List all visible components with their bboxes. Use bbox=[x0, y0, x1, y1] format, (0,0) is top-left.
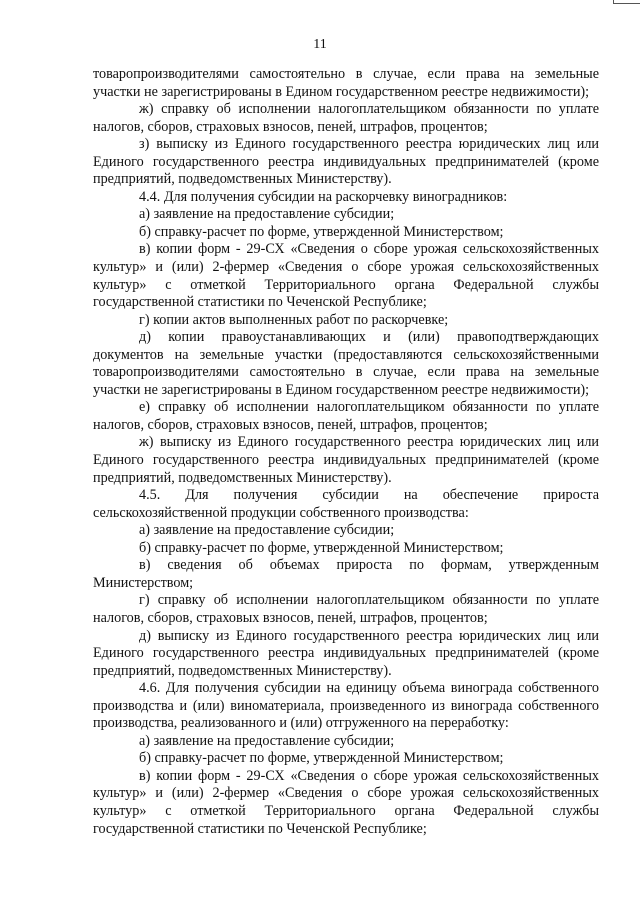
paragraph: в) копии форм - 29-СХ «Сведения о сборе урожая сельскохозяйственных культур» и (или) 2-фермер «Сведения о сборе урожая сельскохозяйственных культур» с отметкой Территориального органа Федеральной службы государственной статистики по Чеченской Республике; bbox=[93, 767, 599, 837]
page-corner-mark bbox=[613, 0, 640, 4]
document-body bbox=[93, 66, 599, 838]
paragraph: ж) справку об исполнении налогоплательщиком обязанности по уплате налогов, сборов, страховых взносов, пеней, штрафов, процентов; bbox=[93, 101, 599, 135]
paragraph: б) справку-расчет по форме, утвержденной Министерством; bbox=[139, 223, 504, 240]
paragraph: б) справку-расчет по форме, утвержденной Министерством; bbox=[139, 750, 504, 767]
paragraph: д) копии правоустанавливающих и (или) правоподтверждающих документов на земельные участки (предоставляются сельскохозяйственными товаропроизводителями самостоятельно в случае, если права на земельные участки не зарегистрированы в Едином государственном реестре недвижимости); bbox=[93, 329, 599, 398]
paragraph: г) копии актов выполненных работ по раскорчевке; bbox=[139, 311, 449, 328]
paragraph: е) справку об исполнении налогоплательщиком обязанности по уплате налогов, сборов, страховых взносов, пеней, штрафов, процентов; bbox=[93, 399, 599, 433]
page-number: 11 bbox=[313, 37, 327, 52]
paragraph: в) копии форм - 29-СХ «Сведения о сборе урожая сельскохозяйственных культур» и (или) 2-фермер «Сведения о сборе урожая сельскохозяйственных культур» с отметкой Территориального органа Федеральной службы государственной статистики по Чеченской Республике; bbox=[93, 241, 599, 311]
paragraph: в) сведения об объемах прироста по формам, утвержденным Министерством; bbox=[93, 557, 599, 591]
section-heading: 4.6. Для получения субсидии на единицу объема винограда собственного производства и (или) виноматериала, произведенного из винограда собственного производства, реализованного и (или) отгруженного на переработку: bbox=[93, 680, 599, 732]
paragraph: товаропроизводителями самостоятельно в случае, если права на земельные участки не зарегистрированы в Едином государственном реестре недвижимости); bbox=[93, 66, 599, 100]
section-heading: 4.4. Для получения субсидии на раскорчевку виноградников: bbox=[139, 188, 508, 205]
paragraph: д) выписку из Единого государственного реестра юридических лиц или Единого государственного реестра индивидуальных предпринимателей (кроме предприятий, подведомственных Министерству). bbox=[93, 627, 599, 679]
paragraph: а) заявление на предоставление субсидии; bbox=[139, 206, 395, 223]
paragraph: а) заявление на предоставление субсидии; bbox=[139, 732, 395, 749]
paragraph: б) справку-расчет по форме, утвержденной Министерством; bbox=[139, 539, 504, 556]
paragraph: з) выписку из Единого государственного реестра юридических лиц или Единого государственного реестра индивидуальных предпринимателей (кроме предприятий, подведомственных Министерству). bbox=[93, 136, 599, 188]
section-heading: 4.5. Для получения субсидии на обеспечение прироста сельскохозяйственной продукции собственного производства: bbox=[93, 487, 599, 521]
paragraph: г) справку об исполнении налогоплательщиком обязанности по уплате налогов, сборов, страховых взносов, пеней, штрафов, процентов; bbox=[93, 592, 599, 626]
paragraph: а) заявление на предоставление субсидии; bbox=[139, 522, 395, 539]
paragraph: ж) выписку из Единого государственного реестра юридических лиц или Единого государственного реестра индивидуальных предпринимателей (кроме предприятий, подведомственных Министерству). bbox=[93, 434, 599, 486]
